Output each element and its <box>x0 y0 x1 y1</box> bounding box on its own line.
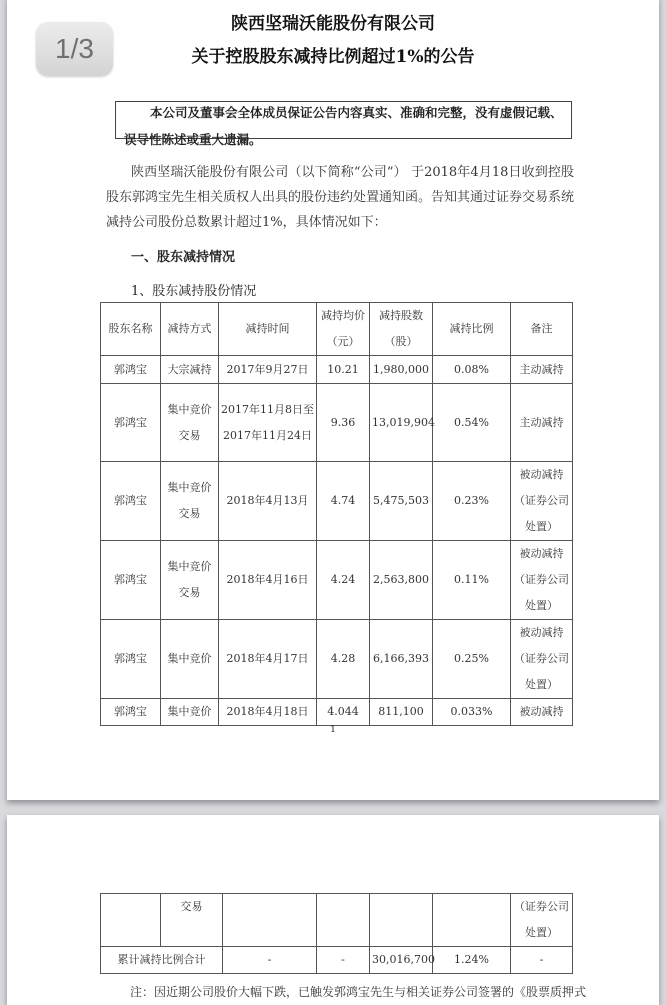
table-row <box>101 699 573 726</box>
table-cell <box>223 894 317 947</box>
table-row <box>101 356 573 384</box>
table-cell: 2018年4月13月 <box>219 462 317 541</box>
table-cell: - <box>317 947 370 974</box>
announcement-title: 关于控股股东减持比例超过1%的公告 <box>191 47 475 67</box>
table-cell: 9.36 <box>317 384 370 462</box>
table-cell: 郭鸿宝 <box>101 384 161 462</box>
table-cell: 累计减持比例合计 <box>101 947 223 974</box>
subsection-heading: 1、股东减持股份情况 <box>131 284 257 299</box>
table-cell: 集中竞价交易 <box>161 462 219 541</box>
table-cell <box>370 894 433 947</box>
table-cell <box>101 894 161 947</box>
table-cell: 郭鸿宝 <box>101 356 161 384</box>
table-row <box>101 384 573 462</box>
table-header-row <box>101 303 573 356</box>
table-cell: 6,166,393 <box>370 620 433 699</box>
table-cell <box>433 894 511 947</box>
table-cell: 13,019,904 <box>370 384 433 462</box>
table-cell: 郭鸿宝 <box>101 699 161 726</box>
table-cell: 2017年11月8日至2017年11月24日 <box>219 384 317 462</box>
section-heading: 一、股东减持情况 <box>131 250 236 265</box>
table-cell: 0.11% <box>433 541 511 620</box>
table-row <box>101 894 573 947</box>
intro-paragraph: 陕西坚瑞沃能股份有限公司（以下简称“公司”） 于2018年4月18日收到控股股东郭鸿宝先生相关质权人出具的股份违约处置通知函。告知其通过证券交易系统减持公司股份总数累计超过1%，具体情况如下： <box>106 165 575 230</box>
table-cell: 集中竞价交易 <box>161 384 219 462</box>
table-cell: 2017年9月27日 <box>219 356 317 384</box>
page-indicator: 1/3 <box>36 22 113 76</box>
table-cell: 主动减持 <box>511 384 573 462</box>
table-row <box>101 620 573 699</box>
table-cell: 0.54% <box>433 384 511 462</box>
reduction-table-continued <box>100 893 573 974</box>
table-cell: 2018年4月17日 <box>219 620 317 699</box>
table-cell: 减持股数（股） <box>370 303 433 356</box>
table-cell: 4.24 <box>317 541 370 620</box>
table-cell: 郭鸿宝 <box>101 620 161 699</box>
table-cell: 减持方式 <box>161 303 219 356</box>
table-cell: - <box>511 947 573 974</box>
footnote: 注：因近期公司股价大幅下跌，已触发郭鸿宝先生与相关证券公司签署的《股票质押式 <box>130 985 587 999</box>
table-cell: 4.044 <box>317 699 370 726</box>
table-row <box>101 541 573 620</box>
notice-text: 本公司及董事会全体成员保证公告内容真实、准确和完整，没有虚假记载、误导性陈述或重大遗漏。 <box>124 105 563 147</box>
table-cell: 1,980,000 <box>370 356 433 384</box>
table-cell: - <box>223 947 317 974</box>
table-cell: 大宗减持 <box>161 356 219 384</box>
company-name: 陕西坚瑞沃能股份有限公司 <box>231 14 435 34</box>
table-cell: 股东名称 <box>101 303 161 356</box>
table-cell: 减持比例 <box>433 303 511 356</box>
table-cell: 10.21 <box>317 356 370 384</box>
table-cell: 集中竞价 <box>161 699 219 726</box>
table-cell: 郭鸿宝 <box>101 462 161 541</box>
notice-box <box>115 101 572 147</box>
table-cell: 0.033% <box>433 699 511 726</box>
table-cell: 郭鸿宝 <box>101 541 161 620</box>
table-cell: 被动减持 <box>511 699 573 726</box>
table-cell: 30,016,700 <box>370 947 433 974</box>
table-cell: 811,100 <box>370 699 433 726</box>
table-cell: 1.24% <box>433 947 511 974</box>
table-cell: 减持时间 <box>219 303 317 356</box>
table-cell: 2018年4月16日 <box>219 541 317 620</box>
table-cell: 集中竞价 <box>161 620 219 699</box>
table-cell: 4.28 <box>317 620 370 699</box>
table-cell: 2018年4月18日 <box>219 699 317 726</box>
table-cell: 备注 <box>511 303 573 356</box>
table-row <box>101 462 573 541</box>
table-cell: 5,475,503 <box>370 462 433 541</box>
page-number: 1 <box>330 725 336 735</box>
table-cell: 交易 <box>161 894 223 947</box>
table-cell: 主动减持 <box>511 356 573 384</box>
table-cell: 被动减持（证券公司处置） <box>511 620 573 699</box>
table-cell: （证券公司处置） <box>511 894 573 947</box>
table-cell: 被动减持（证券公司处置） <box>511 462 573 541</box>
table-cell: 4.74 <box>317 462 370 541</box>
table-cell: 0.08% <box>433 356 511 384</box>
table-cell: 减持均价（元） <box>317 303 370 356</box>
table-cell: 0.25% <box>433 620 511 699</box>
table-total-row <box>101 947 573 974</box>
reduction-table <box>100 302 573 726</box>
table-cell: 2,563,800 <box>370 541 433 620</box>
table-cell: 集中竞价交易 <box>161 541 219 620</box>
table-cell: 0.23% <box>433 462 511 541</box>
table-cell <box>317 894 370 947</box>
table-cell: 被动减持（证券公司处置） <box>511 541 573 620</box>
